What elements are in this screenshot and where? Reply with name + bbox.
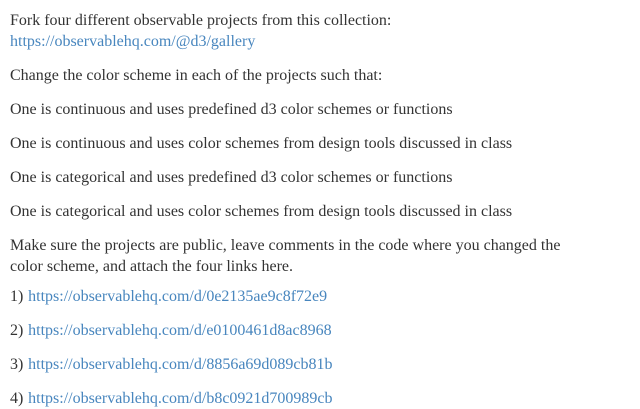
gallery-collection-link[interactable]: https://observablehq.com/@d3/gallery	[10, 33, 256, 50]
submission-number: 3)	[10, 356, 24, 373]
submission-link-4[interactable]: https://observablehq.com/d/b8c0921d700989cb	[28, 390, 333, 407]
requirement-categorical-design-tools: One is categorical and uses color schemes from design tools discussed in class	[10, 203, 513, 220]
submission-link-1[interactable]: https://observablehq.com/d/0e2135ae9c8f72e9	[28, 288, 328, 305]
submission-item-2	[10, 320, 590, 341]
intro-text: Fork four different observable projects from this collection:	[10, 12, 392, 29]
submission-item-4	[10, 388, 590, 409]
submission-link-2[interactable]: https://observablehq.com/d/e0100461d8ac8968	[28, 322, 332, 339]
submission-item-1	[10, 286, 590, 307]
submission-number: 2)	[10, 322, 24, 339]
requirement-continuous-design-tools: One is continuous and uses color schemes from design tools discussed in class	[10, 135, 513, 152]
requirement-categorical-d3: One is categorical and uses predefined d3 color schemes or functions	[10, 169, 453, 186]
submission-link-3[interactable]: https://observablehq.com/d/8856a69d089cb81b	[28, 356, 333, 373]
requirement-continuous-d3: One is continuous and uses predefined d3 color schemes or functions	[10, 101, 453, 118]
submission-number: 4)	[10, 390, 24, 407]
paragraph-note: Make sure the projects are public, leave comments in the code where you changed the color scheme, and attach the four links here.	[10, 237, 561, 275]
submission-item-3	[10, 354, 590, 375]
paragraph-instruction: Change the color scheme in each of the projects such that:	[10, 67, 383, 84]
paragraph-intro	[10, 10, 590, 52]
submission-number: 1)	[10, 288, 24, 305]
